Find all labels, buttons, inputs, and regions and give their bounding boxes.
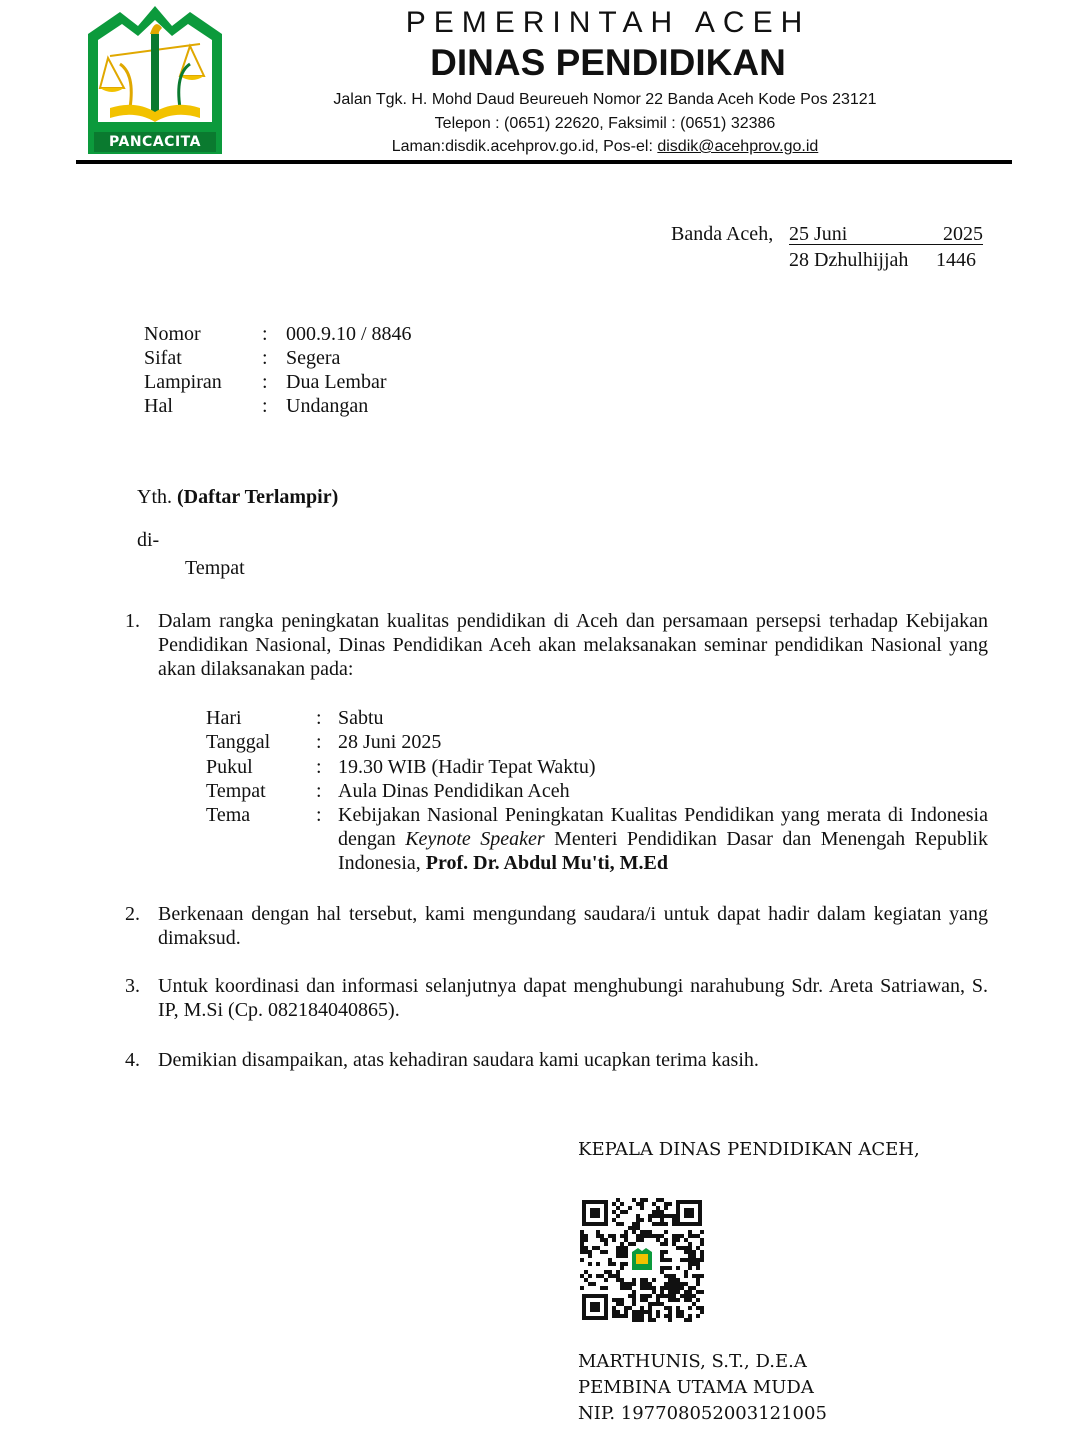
event-theme xyxy=(338,803,988,875)
meta-label: Lampiran xyxy=(144,371,222,393)
meta-attachment: Dua Lembar xyxy=(286,371,387,393)
event-day: Sabtu xyxy=(338,707,384,729)
event-date: 28 Juni 2025 xyxy=(338,731,442,753)
signatory-title: KEPALA DINAS PENDIDIKAN ACEH, xyxy=(578,1139,920,1160)
letterhead-rule xyxy=(76,160,1012,164)
event-sep: : xyxy=(316,707,322,729)
signatory-rank: PEMBINA UTAMA MUDA xyxy=(578,1377,814,1398)
website-text: Laman:disdik.acehprov.go.id, Pos-el: xyxy=(391,138,658,155)
theme-text-2: Menteri Pendidikan Dasar dan Menengah Republik Indonesia, xyxy=(338,828,988,874)
letterhead-web xyxy=(250,138,960,156)
gregorian-year: 2025 xyxy=(943,223,983,245)
event-label: Pukul xyxy=(206,756,253,778)
event-label: Tema xyxy=(206,804,251,826)
event-sep: : xyxy=(316,731,322,753)
meta-sep: : xyxy=(262,371,268,393)
logo-banner-text: PANCACITA xyxy=(109,134,201,150)
recipient-di: di- xyxy=(137,529,160,551)
hijri-year: 1446 xyxy=(936,249,976,271)
government-name: PEMERINTAH ACEH xyxy=(405,6,811,39)
paragraph-number: 4. xyxy=(125,1049,140,1071)
meta-label: Nomor xyxy=(144,323,201,345)
gregorian-day-month: 25 Juni xyxy=(789,223,848,245)
paragraph-1: Dalam rangka peningkatan kualitas pendidikan di Aceh dan persamaan persepsi terhadap Kebijakan Pendidikan Nasional, Dinas Pendidikan Aceh akan melaksanakan seminar pendidikan Nasional yang akan dilaksanakan pada: xyxy=(158,610,988,680)
paragraph-3: Untuk koordinasi dan informasi selanjutnya dapat menghubungi narahubung Sdr. Areta Satriawan, S. IP, M.Si (Cp. 082184040865). xyxy=(158,975,988,1021)
meta-sep: : xyxy=(262,395,268,417)
theme-keynote: Keynote Speaker xyxy=(405,828,545,850)
meta-number: 000.9.10 / 8846 xyxy=(286,323,412,345)
event-sep: : xyxy=(316,780,322,802)
gregorian-date xyxy=(789,222,983,245)
paragraph-number: 2. xyxy=(125,903,140,925)
signatory-name: MARTHUNIS, S.T., D.E.A xyxy=(578,1351,807,1372)
theme-text: Kebijakan Nasional Peningkatan Kualitas Pendidikan yang merata di Indonesia dengan xyxy=(338,804,988,850)
paragraph-number: 3. xyxy=(125,975,140,997)
email-link[interactable]: disdik@acehprov.go.id xyxy=(657,138,819,155)
theme-speaker: Prof. Dr. Abdul Mu'ti, M.Ed xyxy=(425,852,669,874)
event-label: Tanggal xyxy=(206,731,271,753)
meta-sep: : xyxy=(262,347,268,369)
paragraph-2: Berkenaan dengan hal tersebut, kami mengundang saudara/i untuk dapat hadir dalam kegiatan yang dimaksud. xyxy=(158,903,988,949)
letterhead-phone: Telepon : (0651) 22620, Faksimil : (0651) 32386 xyxy=(434,115,776,132)
recipient-place: Tempat xyxy=(185,557,245,579)
hijri-day-month: 28 Dzhulhijjah xyxy=(789,249,909,271)
department-name: DINAS PENDIDIKAN xyxy=(430,42,786,83)
paragraph-number: 1. xyxy=(125,610,140,632)
signatory-nip: NIP. 197708052003121005 xyxy=(578,1403,827,1424)
event-label: Tempat xyxy=(206,780,266,802)
meta-subject: Undangan xyxy=(286,395,369,417)
recipient-line xyxy=(137,485,338,509)
salutation: Yth. xyxy=(137,486,172,508)
recipient-name: (Daftar Terlampir) xyxy=(177,486,339,508)
event-venue: Aula Dinas Pendidikan Aceh xyxy=(338,780,570,802)
government-logo xyxy=(80,4,230,158)
meta-label: Hal xyxy=(144,395,173,417)
qr-code[interactable] xyxy=(580,1198,704,1322)
event-time: 19.30 WIB (Hadir Tepat Waktu) xyxy=(338,756,596,778)
event-sep: : xyxy=(316,804,322,826)
meta-sep: : xyxy=(262,323,268,345)
event-sep: : xyxy=(316,756,322,778)
paragraph-4: Demikian disampaikan, atas kehadiran saudara kami ucapkan terima kasih. xyxy=(158,1049,759,1071)
letterhead-address: Jalan Tgk. H. Mohd Daud Beureueh Nomor 22 Banda Aceh Kode Pos 23121 xyxy=(333,91,877,108)
event-label: Hari xyxy=(206,707,242,729)
meta-label: Sifat xyxy=(144,347,182,369)
date-place: Banda Aceh, xyxy=(671,223,774,245)
meta-nature: Segera xyxy=(286,347,341,369)
